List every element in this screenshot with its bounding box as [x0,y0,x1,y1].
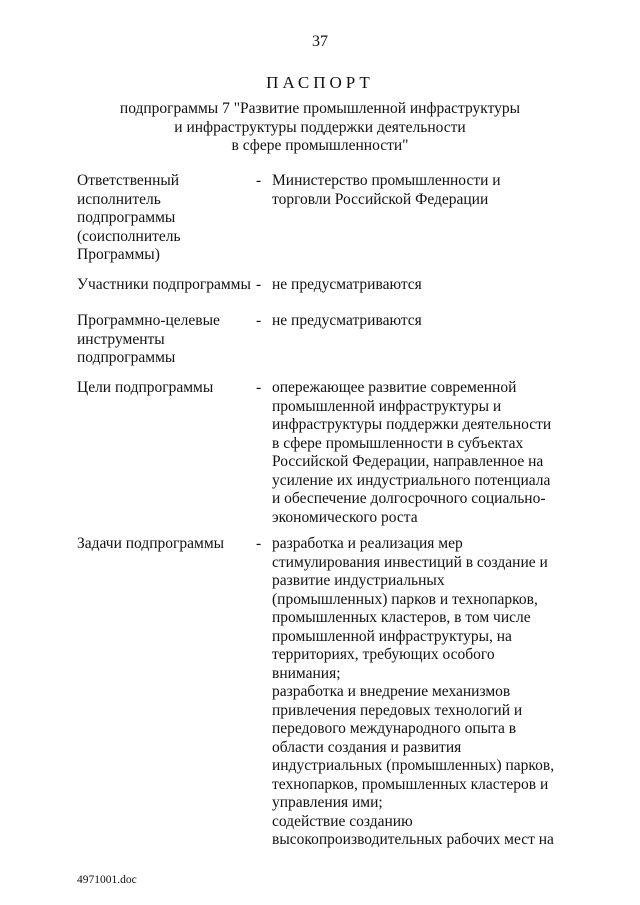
row-value [272,172,572,209]
row-dash: - [256,276,262,293]
row-label [77,379,253,398]
row-value [272,535,572,850]
row-label-line: Ответственный [77,172,180,189]
subtitle-line: в сфере промышленности" [231,137,409,154]
row-value-line: в сфере промышленности в субъектах [272,434,524,452]
row-value-line: промышленных кластеров, в том числе [272,609,531,626]
row-value-line: разработка и реализация мер [272,535,463,552]
subtitle-line: и инфраструктуры поддержки деятельности [174,118,466,136]
page-number: 37 [312,33,328,50]
row-value-line: содействие созданию [272,812,413,830]
row-label-line: (соисполнитель [77,227,181,245]
row-value-line: экономического роста [272,508,418,526]
row-value [272,276,572,295]
row-value-line: (промышленных) парков и технопарков, [272,590,538,608]
row-value-line: управления ими; [272,794,383,811]
document-subtitle [0,100,640,156]
row-label-line: инструменты [77,330,165,348]
row-value-line: привлечения передовых технологий и [272,701,523,719]
row-value-line: торговли Российской Федерации [272,190,489,208]
row-value-line: и обеспечение долгосрочного социально- [272,490,546,507]
row-label-line: Цели подпрограммы [77,379,214,396]
row-label-line: Задачи подпрограммы [77,535,225,552]
row-value-line: высокопроизводительных рабочих мест на [272,831,554,848]
row-value-line: передового международного опыта в [272,720,517,737]
row-value-line: Российской Федерации, направленное на [272,453,544,470]
row-label-line: исполнитель [77,190,161,208]
row-value-line: стимулирования инвестиций в создание и [272,553,548,571]
row-value-line: Министерство промышленности и [272,172,501,189]
row-label-line: Программно-целевые [77,312,220,329]
row-value [272,379,572,527]
row-value-line: развитие индустриальных [272,572,445,589]
row-value-line: области создания и развития [272,738,462,756]
row-value-line: не предусматриваются [272,312,422,329]
row-value-line: опережающее развитие современной [272,379,517,396]
row-value-line: промышленной инфраструктуры, на [272,627,512,645]
row-value-line: технопарков, промышленных кластеров и [272,775,549,793]
row-dash: - [256,312,262,329]
row-label-line: Программы) [77,246,160,263]
row-label [77,535,253,554]
row-label-line: подпрограммы [77,209,176,226]
document-filename: 4971001.doc [77,874,137,886]
row-value [272,312,572,331]
row-label [77,172,253,265]
row-value-line: разработка и внедрение механизмов [272,683,511,700]
row-dash: - [256,535,262,552]
row-value-line: внимания; [272,664,341,682]
row-label [77,312,253,368]
row-value-line: инфраструктуры поддержки деятельности [272,416,552,433]
row-value-line: не предусматриваются [272,276,422,293]
subtitle-line: подпрограммы 7 "Развитие промышленной инфраструктуры [119,100,521,117]
row-label [77,276,253,295]
row-dash: - [256,172,262,189]
row-label-line: подпрограммы [77,349,176,366]
row-value-line: индустриальных (промышленных) парков, [272,757,555,774]
row-value-line: промышленной инфраструктуры и [272,397,502,415]
document-title: ПАСПОРТ [266,73,374,92]
row-label-line: Участники подпрограммы [77,276,251,293]
row-value-line: усиление их индустриального потенциала [272,471,551,489]
row-value-line: территориях, требующих особого [272,646,495,663]
row-dash: - [256,379,262,396]
